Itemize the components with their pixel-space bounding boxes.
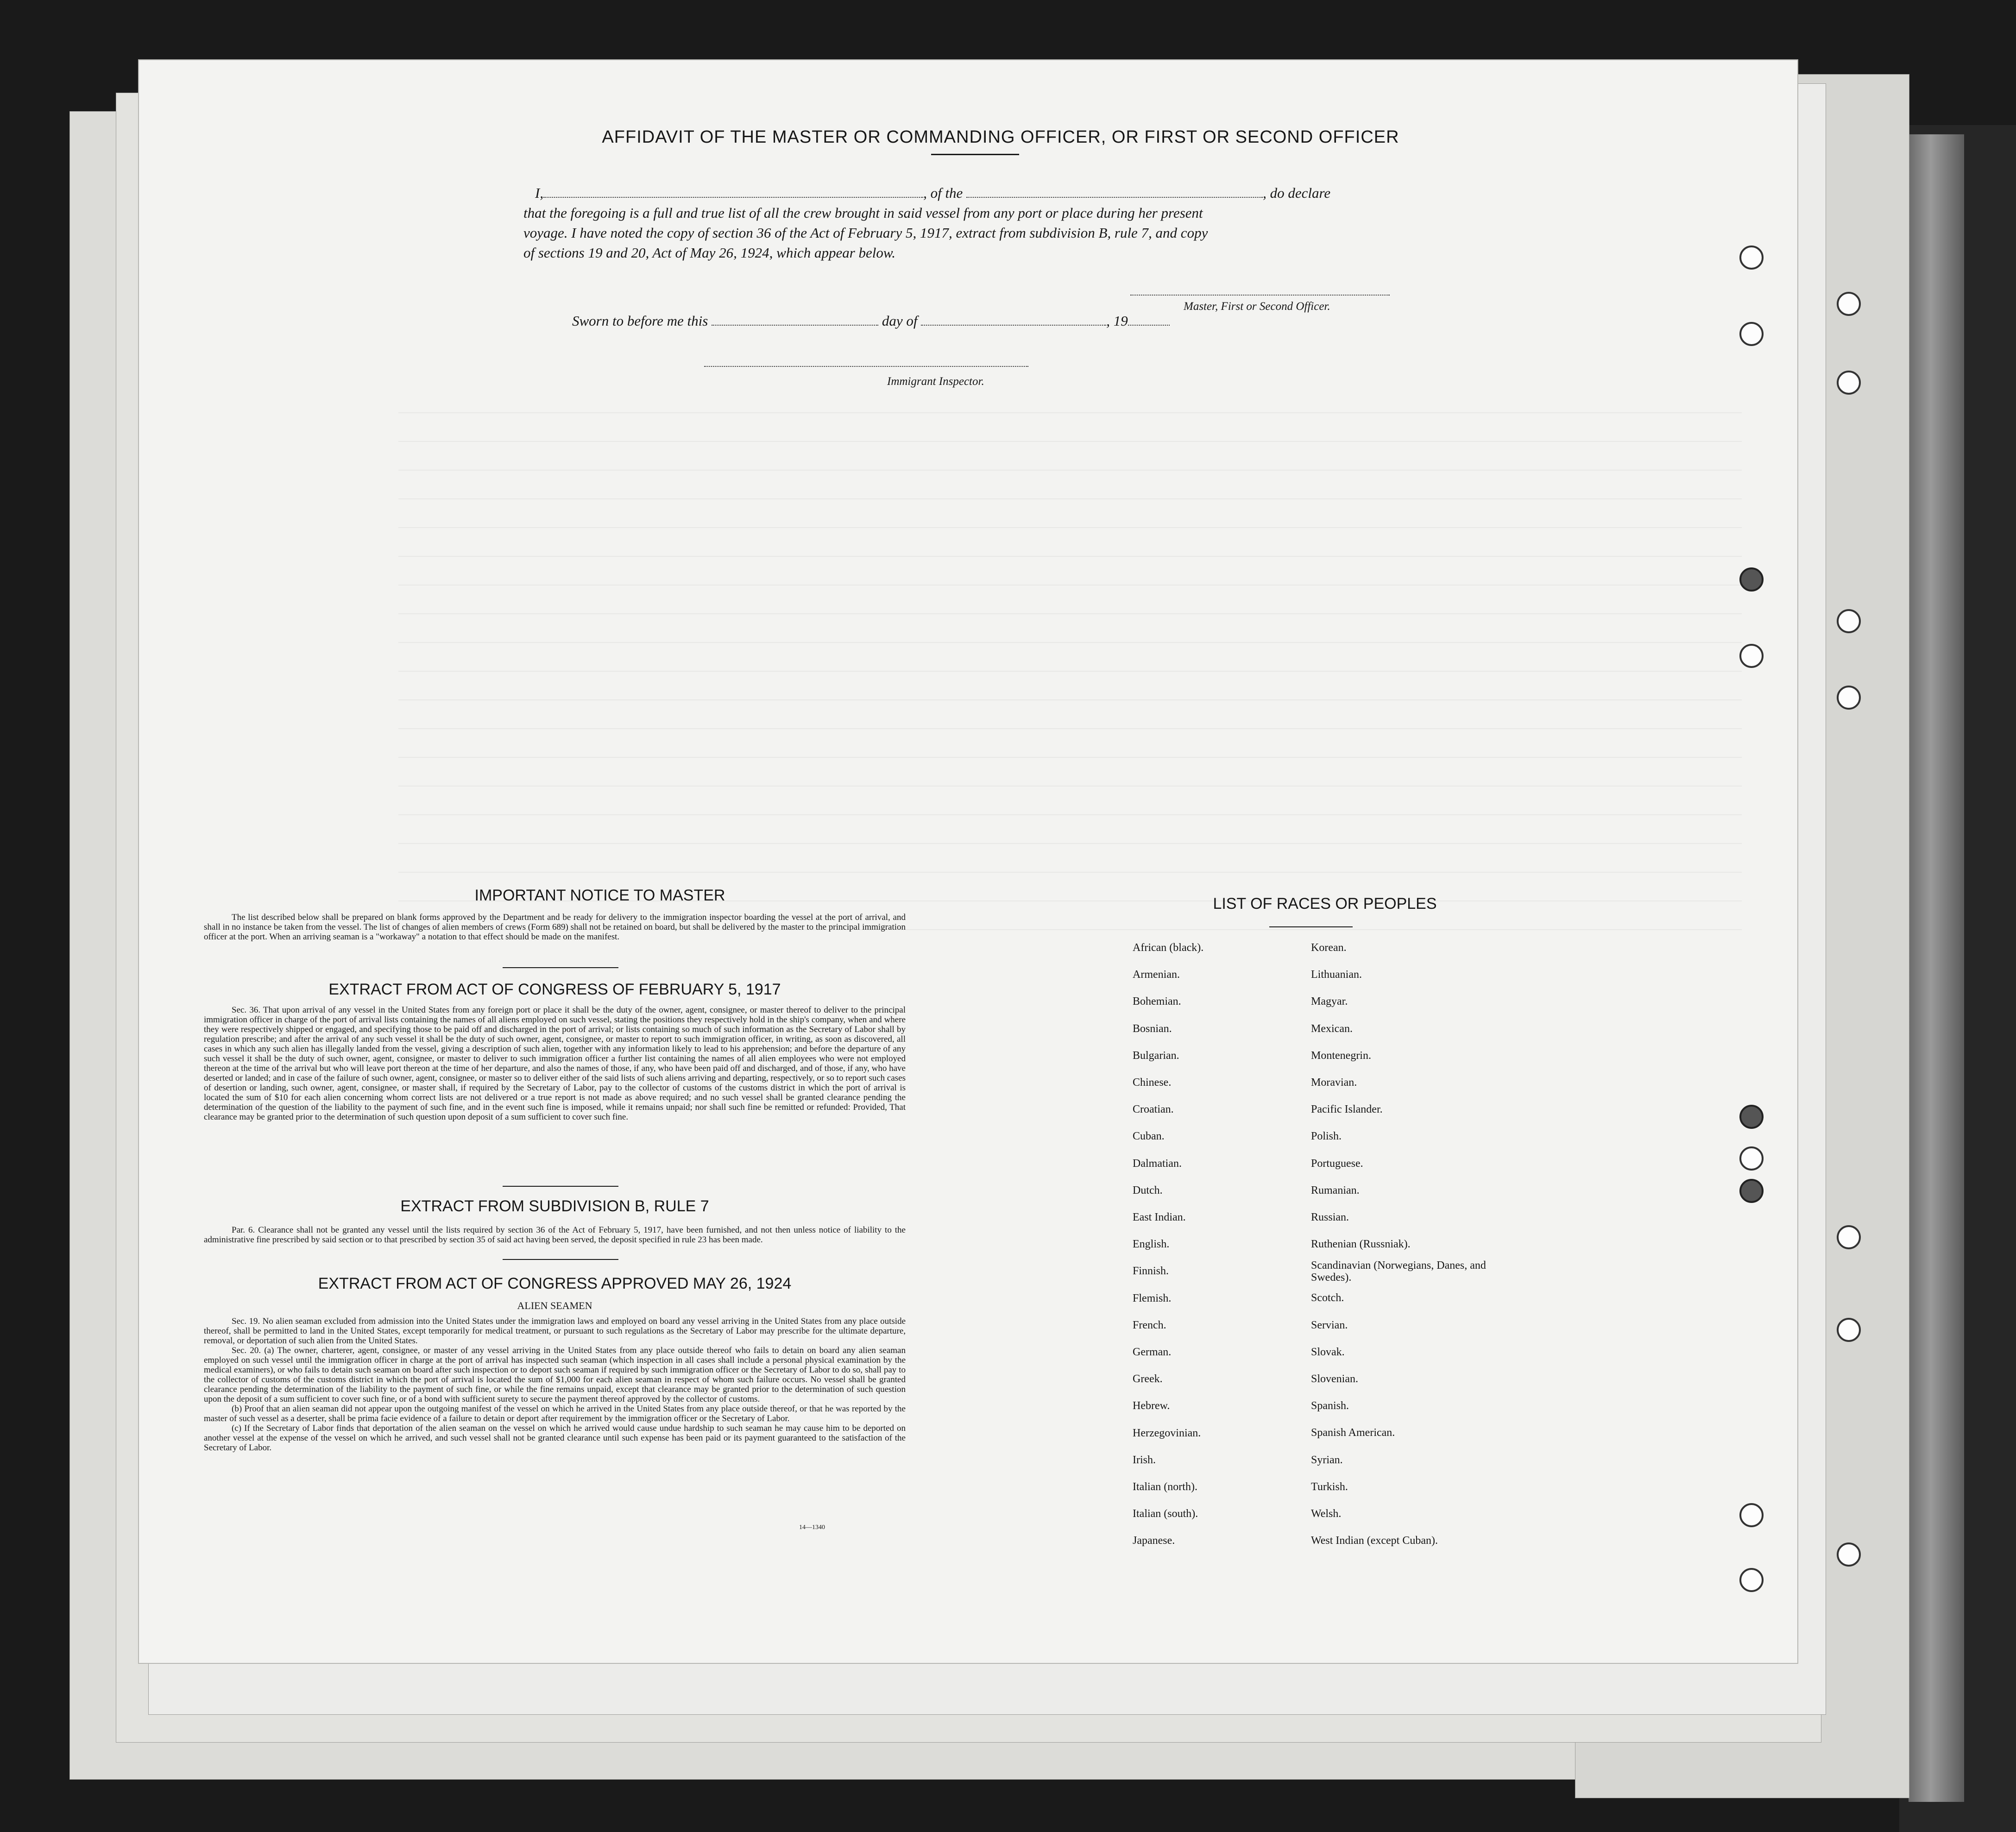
races-right-column <box>1311 934 1487 1554</box>
race-item: Greek. <box>1133 1373 1163 1385</box>
notice-text <box>204 913 906 942</box>
notice-title: IMPORTANT NOTICE TO MASTER <box>474 887 725 904</box>
binder-hole <box>1837 292 1861 316</box>
race-item: African (black). <box>1133 942 1204 954</box>
race-item: Chinese. <box>1133 1077 1172 1089</box>
i-label: I, <box>535 185 544 201</box>
race-item: Slovenian. <box>1311 1373 1358 1385</box>
day-of-label: day of <box>882 313 918 329</box>
sworn-prefix: Sworn to before me this <box>572 313 708 329</box>
race-item: Finnish. <box>1133 1265 1169 1278</box>
master-signature-label: Master, First or Second Officer. <box>1184 300 1330 313</box>
act-1917-text <box>204 1005 906 1122</box>
year-prefix: , 19 <box>1106 313 1128 329</box>
divider <box>503 1259 618 1260</box>
race-item: Montenegrin. <box>1311 1049 1371 1062</box>
binder-hole <box>1739 246 1764 270</box>
binder-hole <box>1739 1179 1764 1203</box>
form-number: 14—1340 <box>799 1524 825 1531</box>
race-item: Japanese. <box>1133 1535 1175 1547</box>
race-item: Polish. <box>1311 1130 1342 1143</box>
sworn-year-blank[interactable] <box>1128 325 1170 326</box>
race-item: Portuguese. <box>1311 1157 1363 1170</box>
binder-hole <box>1837 686 1861 710</box>
of-the-label: , of the <box>923 185 963 201</box>
race-item: Cuban. <box>1133 1130 1165 1143</box>
affidavit-first-line <box>523 183 1431 203</box>
binder-hole <box>1739 1146 1764 1171</box>
divider <box>931 154 1019 155</box>
race-item: Spanish American. <box>1311 1427 1395 1439</box>
race-item: Bulgarian. <box>1133 1049 1179 1062</box>
race-item: Flemish. <box>1133 1292 1172 1304</box>
affidavit-line: voyage. I have noted the copy of section 36 of the Act of February 5, 1917, extract from subdivision B, rule 7, and copy <box>523 225 1208 241</box>
binder-hole <box>1739 1105 1764 1129</box>
binder-strip <box>1909 134 1964 1802</box>
binder-hole <box>1837 609 1861 633</box>
race-item: Armenian. <box>1133 969 1180 981</box>
sec-20b-paragraph: (b) Proof that an alien seaman did not appear upon the outgoing manifest of the vessel on which he arrived in the United States from any place outside thereof, or that he was reported by the master of such vessel as a deserter, shall be prima facie evidence of a failure to detain or deport after requirement by the immigration officer or the Secretary of Labor. <box>204 1404 906 1423</box>
race-item: West Indian (except Cuban). <box>1311 1535 1438 1547</box>
sworn-day-blank[interactable] <box>712 325 878 326</box>
race-item: Syrian. <box>1311 1454 1343 1466</box>
race-item: Russian. <box>1311 1211 1349 1224</box>
vessel-name-blank[interactable] <box>966 197 1263 198</box>
race-item: Magyar. <box>1311 995 1348 1008</box>
affidavit-line: of sections 19 and 20, Act of May 26, 1924, which appear below. <box>523 245 896 261</box>
sec-19-paragraph: Sec. 19. No alien seaman excluded from admission into the United States under the immigration laws and employed on board any vessel arriving in the United States from any place outside thereof, shall be permitted to land in the United States, except temporarily for medical treatment, or pursuant to such regulations as the Secretary of Labor may prescribe for the ultimate departure, removal, or deportation of such alien from the United States. <box>204 1316 906 1346</box>
races-title: LIST OF RACES OR PEOPLES <box>1213 895 1437 913</box>
race-item: Irish. <box>1133 1454 1156 1466</box>
race-item: Ruthenian (Russniak). <box>1311 1238 1411 1251</box>
binder-hole <box>1837 1542 1861 1567</box>
rule-7-title: EXTRACT FROM SUBDIVISION B, RULE 7 <box>400 1197 709 1215</box>
affidavit-line: that the foregoing is a full and true list of all the crew brought in said vessel from any port or place during her present <box>523 205 1203 221</box>
binder-hole <box>1837 1225 1861 1249</box>
rule-7-paragraph: Par. 6. Clearance shall not be granted any vessel until the lists required by section 36 of the Act of February 5, 1917, have been furnished, and not then unless notice of liability to the administrative fine prescribed by said section or to that prescribed by section 35 of said act having been served, the deposit specified in rule 23 has been made. <box>204 1225 906 1245</box>
race-item: Hebrew. <box>1133 1400 1170 1412</box>
race-item: English. <box>1133 1238 1170 1251</box>
inspector-signature-line[interactable] <box>704 366 1028 367</box>
master-signature-line[interactable] <box>1130 295 1390 296</box>
do-declare-label: , do declare <box>1263 185 1331 201</box>
race-item: Dutch. <box>1133 1184 1163 1196</box>
divider <box>503 967 618 968</box>
race-item: Turkish. <box>1311 1480 1348 1493</box>
inspector-signature-label: Immigrant Inspector. <box>887 375 984 388</box>
race-item: Slovak. <box>1311 1346 1345 1358</box>
sec-20c-paragraph: (c) If the Secretary of Labor finds that deportation of the alien seaman on the vessel on which he arrived would cause undue hardship to such seaman he may cause him to be deported on another vessel at the expense of the vessel on which he arrived, and such vessel shall not be granted clearance until such expense has been paid or its payment guaranteed to the satisfaction of the Secretary of Labor. <box>204 1423 906 1453</box>
race-item: Rumanian. <box>1311 1184 1360 1196</box>
races-left-column <box>1133 934 1203 1555</box>
race-item: Croatian. <box>1133 1103 1174 1116</box>
binder-hole <box>1739 322 1764 346</box>
sec-20a-paragraph: Sec. 20. (a) The owner, charterer, agent, consignee, or master of any vessel arriving in the United States from any place outside thereof who fails to detain on board any alien seaman employed on such vessel until the immigration officer in charge at the port of arrival has inspected such seaman (which inspection in all cases shall include a personal physical examination by the medical examiners), or who fails to detain such seaman on board after such inspection or to deport such seaman if required by such immigration officer or the Secretary of Labor to do so, shall pay to the collector of customs of the customs district in which the port of arrival is located the sum of $1,000 for each alien seaman in respect of whom such failure occurs. No vessel shall be granted clearance pending the determination of the liability to the payment of such fine, or while the fine remains unpaid, except that clearance may be granted prior to the determination of such question upon the deposit of a sum sufficient to cover such fine, or of a bond with sufficient surety to secure the payment thereof approved by the collector of customs. <box>204 1346 906 1404</box>
binder-hole <box>1837 371 1861 395</box>
race-item: German. <box>1133 1346 1172 1359</box>
binder-hole <box>1739 567 1764 592</box>
binder-hole <box>1739 1503 1764 1527</box>
race-item: Pacific Islander. <box>1311 1103 1383 1116</box>
divider <box>503 1186 618 1187</box>
race-item: East Indian. <box>1133 1211 1186 1224</box>
race-item: Bohemian. <box>1133 995 1181 1008</box>
race-item: Herzegovinian. <box>1133 1427 1201 1439</box>
binder-hole <box>1739 644 1764 668</box>
alien-seamen-subtitle: ALIEN SEAMEN <box>517 1300 592 1311</box>
affidavit-body <box>523 183 1431 263</box>
race-item: Scotch. <box>1311 1292 1344 1304</box>
affidavit-title: AFFIDAVIT OF THE MASTER OR COMMANDING OFFICER, OR FIRST OR SECOND OFFICER <box>602 127 1399 147</box>
race-item: Korean. <box>1311 942 1347 954</box>
race-item: Servian. <box>1311 1319 1348 1331</box>
binder-hole <box>1739 1568 1764 1592</box>
divider <box>1269 926 1353 927</box>
binder-hole <box>1837 1318 1861 1342</box>
race-item: Bosnian. <box>1133 1022 1172 1035</box>
sec-36-paragraph: Sec. 36. That upon arrival of any vessel in the United States from any foreign port or place it shall be the duty of the owner, agent, consignee, or master thereof to deliver to the principal immigration officer in charge of the port of arrival lists containing the names of all aliens employed on such vessel, stating the positions they respectively hold in the ship's company, when and where they were respectively shipped or engaged, and specifying those to be paid off and discharged in the port of arrival; or lists containing so much of such information as the Secretary of Labor shall by regulation prescribe; and after the arrival of any such vessel it shall be the duty of such owner, agent, consignee, or master to report to such immigration officer, in writing, as soon as discovered, all cases in which any such alien has illegally landed from the vessel, giving a description of such alien, together with any information likely to lead to his apprehension; and before the departure of any such vessel it shall be the duty of such owner, agent, consignee, or master to deliver to such immigration officer a further list containing the names of all alien employees who were not employed thereon at the time of the arrival but who will leave port thereon at the time of her departure, and also the names of those, if any, who have been paid off and discharged, and of those, if any, who have deserted or landed; and in case of the failure of such owner, agent, consignee, or master so to deliver either of the said lists of such aliens arriving and departing, respectively, or so to report such cases of desertion or landing, such owner, agent, consignee, or master shall, if required by the Secretary of Labor, pay to the collector of customs of the customs district in which the port of arrival is located the sum of $10 for each alien concerning whom correct lists are not delivered or a true report is not made as above required; and no such vessel shall be granted clearance pending the determination of the question of the liability to the payment of such fine, and in the event such fine is imposed, while it remains unpaid; nor shall such fine be remitted or refunded: Provided, That clearance may be granted prior to the determination of such question upon deposit of a sum sufficient to cover such fine. <box>204 1005 906 1122</box>
race-item: Italian (south). <box>1133 1508 1198 1520</box>
bleed-through <box>398 384 1742 940</box>
race-item: Moravian. <box>1311 1077 1357 1089</box>
race-item: Italian (north). <box>1133 1481 1197 1493</box>
race-item: Welsh. <box>1311 1508 1342 1520</box>
sworn-line <box>572 313 1170 329</box>
officer-name-blank[interactable] <box>543 197 923 198</box>
notice-paragraph: The list described below shall be prepared on blank forms approved by the Department and be ready for delivery to the immigration inspector boarding the vessel at the port of arrival, and shall in no instance be taken from the vessel. The list of changes of alien members of crews (Form 689) shall not be retained on board, but shall be delivered by the master to the principal immigration officer at the port. When an arriving seaman is a "workaway" a notation to that effect should be made on the manifest. <box>204 913 906 942</box>
act-1917-title: EXTRACT FROM ACT OF CONGRESS OF FEBRUARY 5, 1917 <box>328 981 781 998</box>
race-item: Scandinavian (Norwegians, Danes, and Swedes). <box>1311 1259 1486 1284</box>
race-item: French. <box>1133 1319 1166 1331</box>
sworn-month-blank[interactable] <box>921 325 1106 326</box>
race-item: Lithuanian. <box>1311 969 1362 981</box>
race-item: Spanish. <box>1311 1400 1349 1412</box>
act-1924-text <box>204 1316 906 1453</box>
rule-7-text <box>204 1225 906 1245</box>
act-1924-title: EXTRACT FROM ACT OF CONGRESS APPROVED MAY 26, 1924 <box>318 1275 792 1292</box>
race-item: Mexican. <box>1311 1022 1353 1035</box>
race-item: Dalmatian. <box>1133 1157 1182 1170</box>
